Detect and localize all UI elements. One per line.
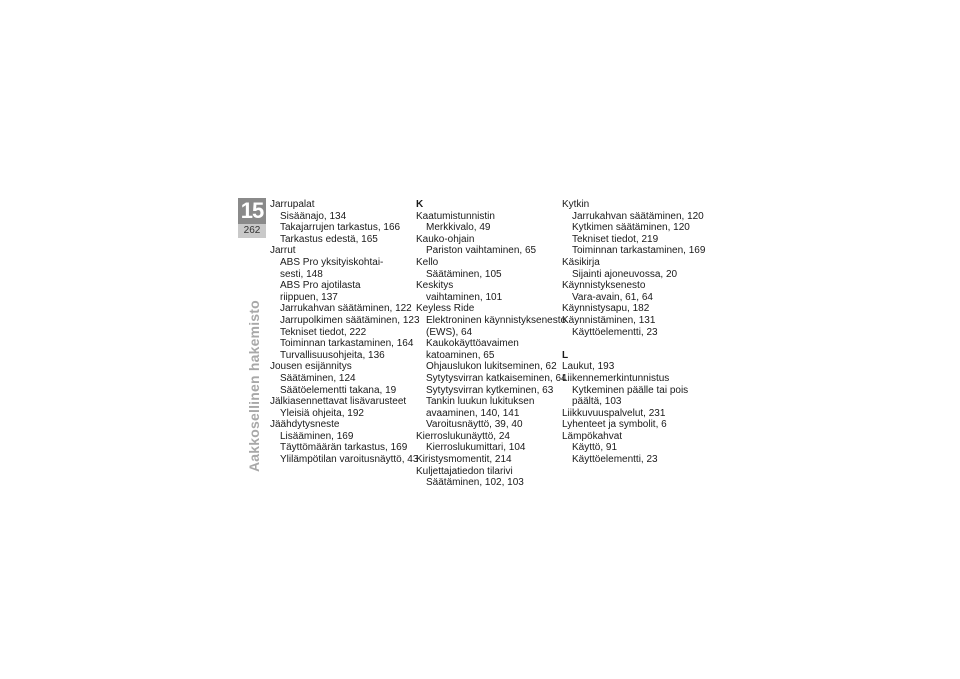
index-subentry-text: Vara-avain, 61, 64 <box>572 291 653 303</box>
index-subentry <box>270 222 410 234</box>
index-subentry <box>562 454 702 466</box>
index-term: Kaatumistunnistin <box>416 210 495 222</box>
chapter-tab <box>238 198 266 238</box>
index-entry <box>270 199 410 245</box>
index-subentry <box>270 385 410 397</box>
index-term: Jarrut <box>270 245 296 257</box>
chapter-number: 15 <box>238 198 266 224</box>
index-subentry <box>270 454 419 466</box>
index-subentry-text: ABS Pro ajotilasta <box>280 280 361 292</box>
index-subentry <box>416 372 567 385</box>
index-entry <box>562 431 702 466</box>
index-entry <box>562 257 702 280</box>
index-term: Liikennemerkintunnistus <box>562 372 670 384</box>
index-term: Lämpökahvat <box>562 430 623 442</box>
spacer <box>562 338 702 350</box>
index-subentry-text: vaihtaminen, 101 <box>426 291 503 303</box>
index-subentry-text: Sisäänajo, 134 <box>280 210 347 222</box>
index-entry <box>562 315 702 338</box>
index-subentry-text: Sytytysvirran katkaiseminen, 64 <box>426 372 567 384</box>
index-subentry-continuation: katoaminen, 65 <box>426 349 495 361</box>
index-entry <box>416 303 567 431</box>
index-subentry <box>562 222 702 234</box>
index-subentry <box>270 350 410 362</box>
index-subentry <box>270 280 410 303</box>
index-entry <box>562 408 702 420</box>
index-subentry-text: Turvallisuusohjeita, 136 <box>280 349 385 361</box>
index-subentry-text: Tankin luukun lukituksen <box>426 396 535 408</box>
index-subentry-text: Elektroninen käynnistyksenesto <box>426 314 567 326</box>
index-subentry <box>416 222 558 234</box>
index-subentry-continuation: päältä, 103 <box>572 396 622 408</box>
section-title-vertical: Aakkosellinen hakemisto <box>246 300 262 472</box>
index-subentry <box>416 338 558 361</box>
index-entry <box>562 373 702 408</box>
index-term: Käynnistäminen, 131 <box>562 314 656 326</box>
index-subentry-text: Säätäminen, 124 <box>280 372 356 384</box>
index-subentry-continuation: (EWS), 64 <box>426 326 473 338</box>
index-subentry-text: Takajarrujen tarkastus, 166 <box>280 222 401 234</box>
page-number: 262 <box>238 224 266 238</box>
index-subentry-text: Täyttömäärän tarkastus, 169 <box>280 442 408 454</box>
index-subentry-text: Säätäminen, 102, 103 <box>426 477 524 489</box>
index-column-3 <box>562 199 706 466</box>
index-subentry <box>270 314 420 327</box>
index-subentry <box>416 245 558 257</box>
index-subentry <box>562 245 706 257</box>
index-letter-heading: L <box>562 349 569 361</box>
index-subentry <box>416 385 558 397</box>
index-subentry <box>416 292 558 304</box>
index-subentry-text: Ylilämpötilan varoitusnäyttö, 43 <box>280 454 419 466</box>
index-entry <box>270 419 419 466</box>
index-subentry <box>562 292 702 304</box>
index-subentry <box>270 234 410 246</box>
index-column-1 <box>270 199 420 466</box>
index-subentry-text: Sytytysvirran kytkeminen, 63 <box>426 384 554 396</box>
index-term: Jarrupalat <box>270 199 315 210</box>
index-entry <box>416 431 558 454</box>
index-subentry <box>416 361 558 373</box>
index-entry <box>562 303 702 315</box>
index-term: Käynnistyksenesto <box>562 280 646 292</box>
index-column-2 <box>416 199 567 489</box>
index-subentry-continuation: sesti, 148 <box>280 268 323 280</box>
index-term: Jälkiasennettavat lisävarusteet <box>270 396 407 408</box>
index-subentry <box>416 396 558 419</box>
index-entry <box>270 245 420 361</box>
index-letter-heading: K <box>416 199 424 210</box>
index-subentry <box>562 442 702 454</box>
index-term: Lyhenteet ja symbolit, 6 <box>562 419 667 431</box>
index-entry <box>416 211 558 234</box>
index-term: Keyless Ride <box>416 303 475 315</box>
index-subentry <box>416 269 558 281</box>
index-term: Käynnistysapu, 182 <box>562 303 650 315</box>
index-entry <box>562 199 706 257</box>
index-subentry-text: Jarrukahvan säätäminen, 122 <box>280 303 412 315</box>
index-subentry <box>270 303 410 315</box>
index-subentry-text: Jarrupolkimen säätäminen, 123 <box>280 314 420 326</box>
index-subentry <box>270 327 410 339</box>
index-term: Kuljettajatiedon tilarivi <box>416 465 513 477</box>
index-subentry-text: Sijainti ajoneuvossa, 20 <box>572 268 678 280</box>
index-subentry-text: Varoitusnäyttö, 39, 40 <box>426 419 523 431</box>
index-subentry-text: Ohjauslukon lukitseminen, 62 <box>426 361 557 373</box>
index-subentry <box>416 314 567 338</box>
index-term: Kierroslukunäyttö, 24 <box>416 430 510 442</box>
index-subentry <box>416 419 558 431</box>
index-subentry <box>270 442 410 454</box>
index-subentry-text: Kaukokäyttöavaimen <box>426 338 519 350</box>
index-subentry-text: Toiminnan tarkastaminen, 164 <box>280 338 414 350</box>
index-subentry-text: Yleisiä ohjeita, 192 <box>280 407 364 419</box>
index-term: Jäähdytysneste <box>270 419 340 431</box>
index-term: Kauko-ohjain <box>416 233 475 245</box>
index-subentry-text: Jarrukahvan säätäminen, 120 <box>572 210 704 222</box>
index-subentry-text: Tekniset tiedot, 222 <box>280 326 367 338</box>
index-subentry <box>562 385 702 408</box>
index-subentry-text: Säätöelementti takana, 19 <box>280 384 397 396</box>
index-entry <box>416 257 558 280</box>
index-entry <box>270 396 410 419</box>
index-subentry-text: Lisääminen, 169 <box>280 430 354 442</box>
index-subentry-text: Käyttö, 91 <box>572 442 618 454</box>
index-subentry <box>270 257 410 280</box>
index-subentry-text: Säätäminen, 105 <box>426 268 502 280</box>
index-subentry-continuation: riippuen, 137 <box>280 291 338 303</box>
index-term: Jousen esijännitys <box>270 361 352 373</box>
index-subentry <box>562 234 702 246</box>
index-subentry <box>416 442 558 454</box>
index-subentry-text: ABS Pro yksityiskohtai- <box>280 256 384 268</box>
index-entry <box>416 466 558 489</box>
index-subentry-text: Tarkastus edestä, 165 <box>280 233 378 245</box>
index-term: Laukut, 193 <box>562 361 615 373</box>
index-term: Käsikirja <box>562 256 600 268</box>
index-term: Kytkin <box>562 199 590 210</box>
index-subentry <box>270 338 414 350</box>
index-subentry-text: Toiminnan tarkastaminen, 169 <box>572 245 706 257</box>
index-subentry <box>562 211 702 223</box>
index-subentry-text: Pariston vaihtaminen, 65 <box>426 245 537 257</box>
index-entry <box>562 280 702 303</box>
index-subentry <box>562 327 702 339</box>
index-term: Kello <box>416 256 439 268</box>
index-subentry <box>270 373 410 385</box>
index-entry <box>562 361 702 373</box>
index-subentry-text: Käyttöelementti, 23 <box>572 454 658 466</box>
index-entry <box>270 361 410 396</box>
index-entry <box>562 419 702 431</box>
index-subentry <box>270 408 410 420</box>
index-subentry <box>270 431 410 443</box>
index-subentry-text: Tekniset tiedot, 219 <box>572 233 659 245</box>
index-subentry-text: Kierroslukumittari, 104 <box>426 442 526 454</box>
index-term: Keskitys <box>416 280 454 292</box>
index-subentry-continuation: avaaminen, 140, 141 <box>426 407 520 419</box>
index-entry <box>416 454 558 466</box>
index-subentry-text: Käyttöelementti, 23 <box>572 326 658 338</box>
index-subentry-text: Kytkeminen päälle tai pois <box>572 384 689 396</box>
index-subentry <box>562 269 702 281</box>
index-term: Kiristysmomentit, 214 <box>416 454 512 466</box>
index-subentry-text: Merkkivalo, 49 <box>426 222 491 234</box>
index-entry <box>416 234 558 257</box>
index-subentry-text: Kytkimen säätäminen, 120 <box>572 222 690 234</box>
index-subentry <box>270 211 410 223</box>
index-subentry <box>416 477 558 489</box>
index-term: Liikkuvuuspalvelut, 231 <box>562 407 666 419</box>
index-entry <box>416 280 558 303</box>
